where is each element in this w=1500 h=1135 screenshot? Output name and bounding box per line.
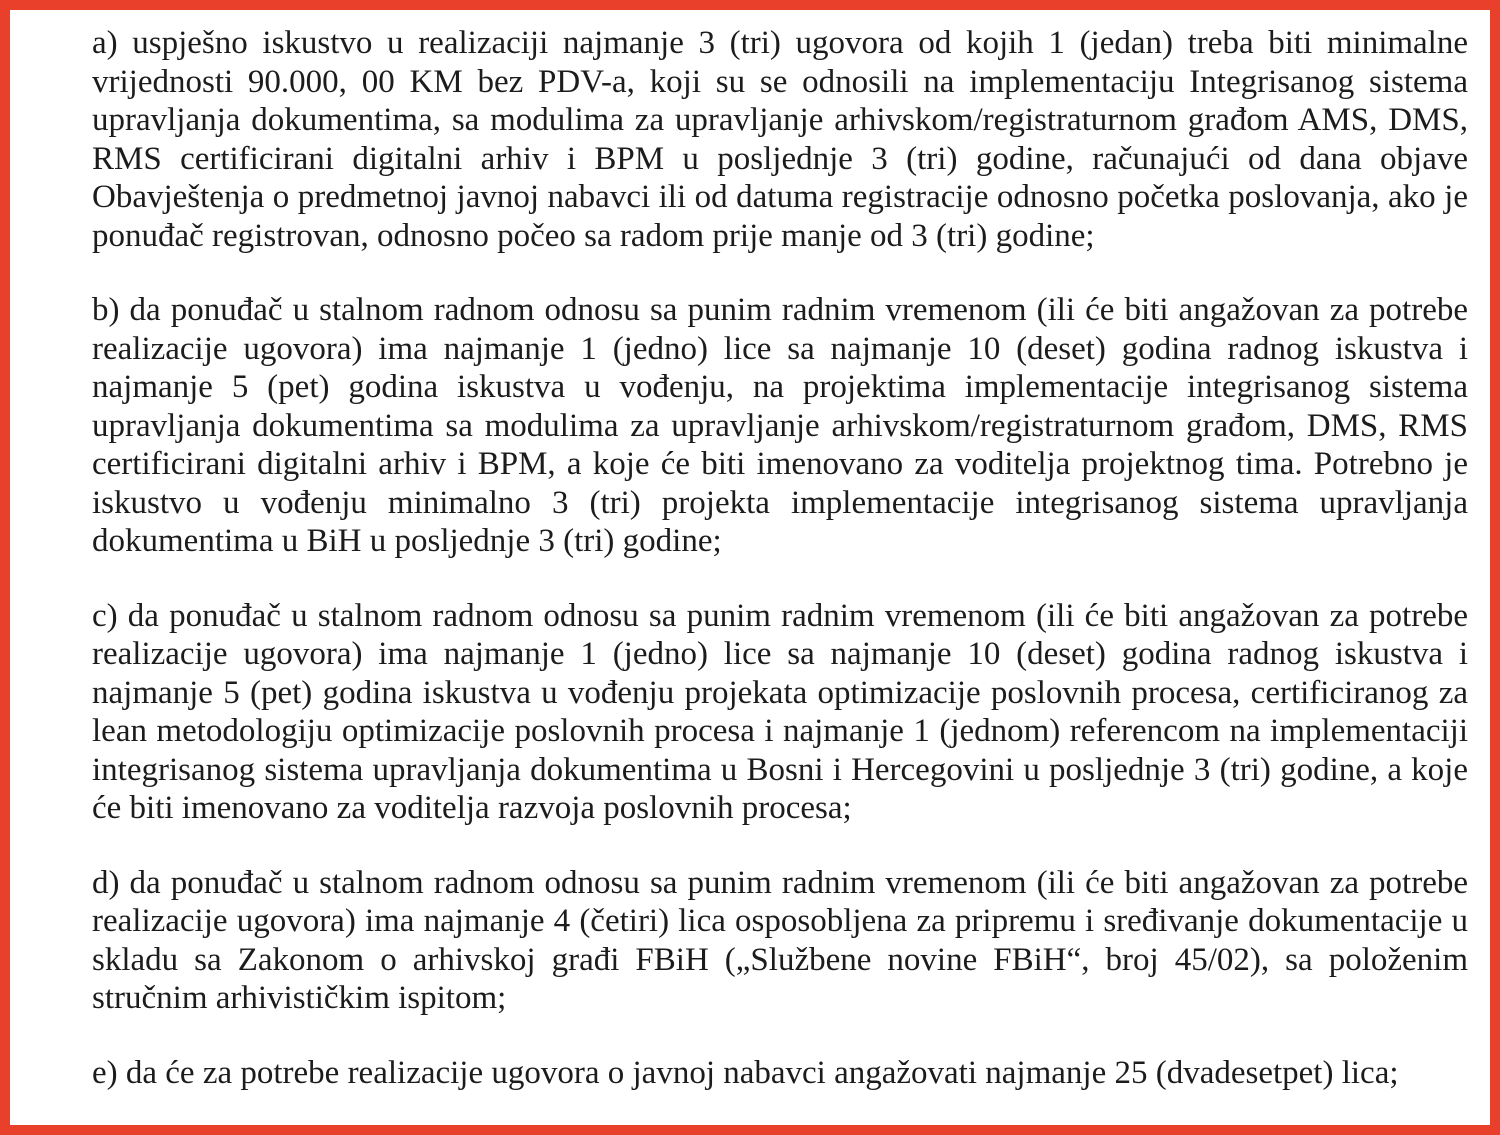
document-text xyxy=(92,24,1468,1092)
paragraph-a: a) uspješno iskustvo u realizaciji najmanje 3 (tri) ugovora od kojih 1 (jedan) treba biti minimalne vrijednosti 90.000, 00 KM bez PDV-a, koji su se odnosili na implementaciju Integrisanog sistema upravljanja dokumentima, sa modulima za upravljanje arhivskom/registraturnom građom AMS, DMS, RMS certificirani digitalni arhiv i BPM u posljednje 3 (tri) godine, računajući od dana objave Obavještenja o predmetnoj javnoj nabavci ili od datuma registracije odnosno početka poslovanja, ako je ponuđač registrovan, odnosno počeo sa radom prije manje od 3 (tri) godine; xyxy=(92,25,1468,254)
paragraph-b: b) da ponuđač u stalnom radnom odnosu sa punim radnim vremenom (ili će biti angažovan za potrebe realizacije ugovora) ima najmanje 1 (jedno) lice sa najmanje 10 (deset) godina radnog iskustva i najmanje 5 (pet) godina iskustva u vođenju, na projektima implementacije integrisanog sistema upravljanja dokumentima sa modulima za upravljanje arhivskom/registraturnom građom, DMS, RMS certificirani digitalni arhiv i BPM, a koje će biti imenovano za voditelja projektnog tima. Potrebno je iskustvo u vođenju minimalno 3 (tri) projekta implementacije integrisanog sistema upravljanja dokumentima u BiH u posljednje 3 (tri) godine; xyxy=(92,292,1468,559)
paragraph-d: d) da ponuđač u stalnom radnom odnosu sa punim radnim vremenom (ili će biti angažovan za potrebe realizacije ugovora) ima najmanje 4 (četiri) lica osposobljena za pripremu i sređivanje dokumentacije u skladu sa Zakonom o arhivskoj građi FBiH („Službene novine FBiH“, broj 45/02), sa položenim stručnim arhivističkim ispitom; xyxy=(92,864,1468,1016)
paragraph-c: c) da ponuđač u stalnom radnom odnosu sa punim radnim vremenom (ili će biti angažovan za potrebe realizacije ugovora) ima najmanje 1 (jedno) lice sa najmanje 10 (deset) godina radnog iskustva i najmanje 5 (pet) godina iskustva u vođenju projekata optimizacije poslovnih procesa, certificiranog za lean metodologiju optimizacije poslovnih procesa i najmanje 1 (jednom) referencom na implementaciji integrisanog sistema upravljanja dokumentima u Bosni i Hercegovini u posljednje 3 (tri) godine, a koje će biti imenovano za voditelja razvoja poslovnih procesa; xyxy=(92,597,1468,826)
paragraph-e: e) da će za potrebe realizacije ugovora o javnoj nabavci angažovati najmanje 25 (dvadesetpet) lica; xyxy=(92,1054,1399,1091)
